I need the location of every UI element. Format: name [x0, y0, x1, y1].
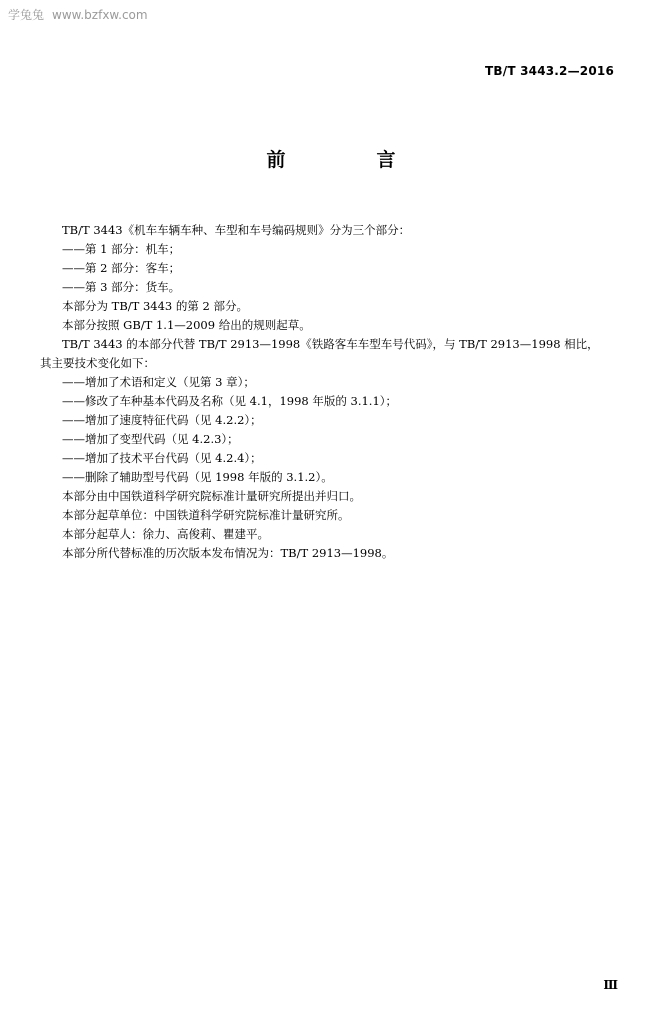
paragraph-proposed-by: 本部分由中国铁道科学研究院标准计量研究所提出并归口。 [62, 489, 361, 503]
watermark-site-name: 学兔兔 [8, 8, 45, 22]
page-title: 前 言 [266, 149, 432, 171]
list-item-part-1: ——第 1 部分：机车； [62, 242, 181, 256]
list-item-change-1: ——增加了术语和定义（见第 3 章）； [62, 375, 255, 389]
paragraph-intro: TB/T 3443《机车车辆车种、车型和车号编码规则》分为三个部分： [62, 223, 411, 237]
paragraph-replaces-cont: 其主要技术变化如下： [40, 356, 155, 370]
watermark-site-url: www.bzfxw.com [52, 8, 148, 22]
document-code: TB/T 3443.2—2016 [485, 64, 614, 78]
paragraph-replaces: TB/T 3443 的本部分代替 TB/T 2913—1998《铁路客车车型车号代码》，与 TB/T 2913—1998 相比， [62, 337, 599, 351]
list-item-change-4: ——增加了变型代码（见 4.2.3）； [62, 432, 239, 446]
list-item-part-3: ——第 3 部分：货车。 [62, 280, 181, 294]
paragraph-history: 本部分所代替标准的历次版本发布情况为：TB/T 2913—1998。 [62, 546, 394, 560]
foreword-body [40, 221, 620, 563]
list-item-change-6: ——删除了辅助型号代码（见 1998 年版的 3.1.2）。 [62, 470, 333, 484]
list-item-change-5: ——增加了技术平台代码（见 4.2.4）； [62, 451, 262, 465]
list-item-part-2: ——第 2 部分：客车； [62, 261, 181, 275]
list-item-change-2: ——修改了车种基本代码及名称（见 4.1，1998 年版的 3.1.1）； [62, 394, 398, 408]
paragraph-drafting-rules: 本部分按照 GB/T 1.1—2009 给出的规则起草。 [62, 318, 311, 332]
list-item-change-3: ——增加了速度特征代码（见 4.2.2）； [62, 413, 262, 427]
paragraph-drafters: 本部分起草人：徐力、高俊莉、瞿建平。 [62, 527, 269, 541]
paragraph-this-part: 本部分为 TB/T 3443 的第 2 部分。 [62, 299, 249, 313]
watermark [8, 6, 148, 23]
paragraph-drafting-unit: 本部分起草单位：中国铁道科学研究院标准计量研究所。 [62, 508, 350, 522]
page-number: Ⅲ [603, 978, 618, 992]
